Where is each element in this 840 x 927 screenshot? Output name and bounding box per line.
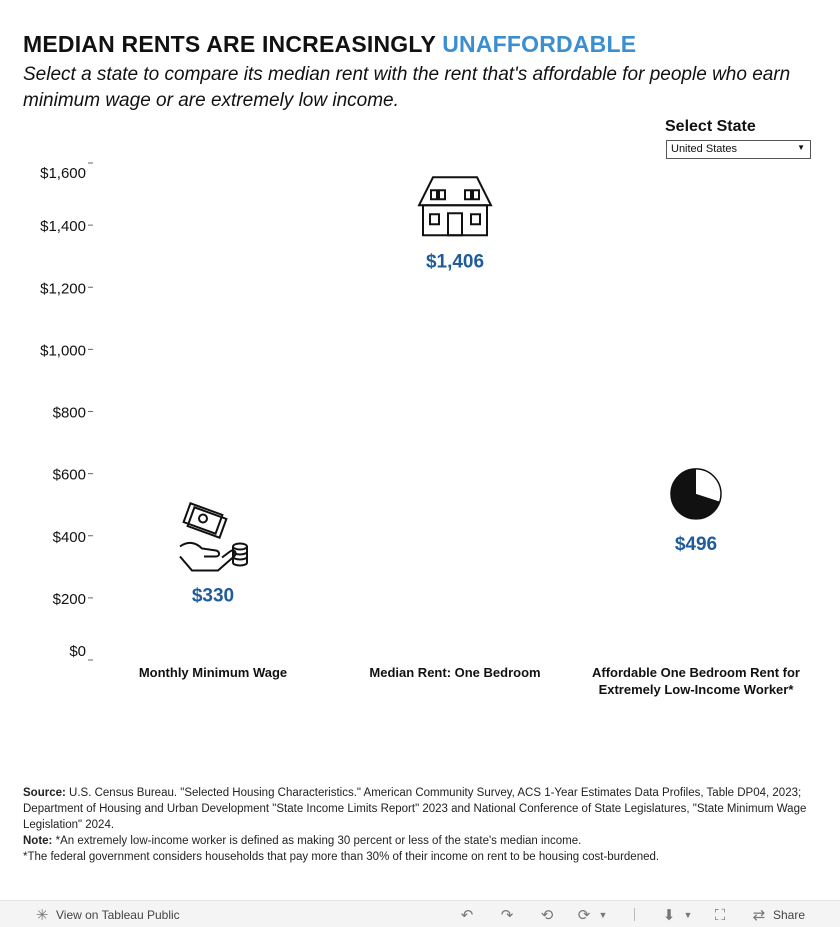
data-label: $330 [191, 585, 235, 607]
undo-icon: ↶ [460, 907, 474, 924]
footer-divider [634, 908, 635, 921]
chevron-down-icon: ▼ [683, 910, 693, 920]
chevron-down-icon: ▼ [598, 910, 608, 920]
y-tick-label: $1,400 [40, 218, 86, 236]
hand-money-icon [180, 503, 247, 570]
revert-button[interactable] [538, 907, 556, 923]
view-on-tableau-label: View on Tableau Public [56, 908, 180, 922]
download-icon: ⬇ [662, 907, 676, 924]
refresh-button[interactable] [575, 907, 608, 923]
note-label: Note: [23, 835, 53, 847]
chart-area [0, 150, 840, 710]
source-notes [23, 785, 823, 865]
data-label: $1,406 [425, 251, 485, 273]
note-text-2: *The federal government considers households that pay more than 30% of their income on rent to be housing cost-burdened. [23, 851, 660, 863]
tableau-logo-icon: ✳ [35, 907, 49, 924]
note-text: *An extremely low-income worker is defined as making 30 percent or less of the state's median income. [55, 835, 582, 847]
fullscreen-button[interactable] [711, 907, 729, 923]
y-tick-label: $400 [52, 528, 86, 546]
source-text: U.S. Census Bureau. "Selected Housing Characteristics." American Community Survey, ACS 1-Year Estimates Data Profiles, Table DP04, 2023; Department of Housing and Urban Development "State Income Limits Report" 2023 and National Conference of State Legislatures, "State Minimum Wage Legislation" 2024. [23, 787, 807, 831]
y-tick-label: $200 [52, 590, 86, 608]
share-button[interactable] [750, 907, 805, 923]
chevron-down-icon: ▼ [797, 143, 805, 152]
download-button[interactable] [660, 907, 693, 923]
x-category-label: Affordable One Bedroom Rent for Extremely Low-Income Worker* [591, 665, 801, 697]
y-tick-label: $800 [52, 404, 86, 422]
redo-icon: ↷ [500, 907, 514, 924]
y-tick-label: $0 [69, 643, 86, 660]
title-main: MEDIAN RENTS ARE INCREASINGLY [23, 31, 436, 57]
y-tick-label: $1,600 [40, 165, 86, 182]
view-on-tableau-link[interactable] [33, 907, 180, 923]
fullscreen-icon: ⛶ [714, 906, 726, 924]
source-label: Source: [23, 787, 66, 799]
title-accent: UNAFFORDABLE [442, 31, 637, 57]
chart-subtitle: Select a state to compare its median rent with the rent that's affordable for people who earn minimum wage or are extremely low income. [23, 64, 791, 111]
x-category-label: Monthly Minimum Wage [138, 665, 288, 680]
house-icon [419, 177, 491, 235]
y-tick-label: $1,000 [40, 342, 86, 360]
data-label: $496 [674, 533, 718, 555]
tableau-footer [0, 900, 840, 927]
state-filter-label: Select State [665, 118, 756, 135]
x-category-label: Median Rent: One Bedroom [369, 665, 541, 680]
refresh-icon: ⟳ [577, 907, 591, 924]
state-select-value: United States [671, 143, 738, 155]
share-icon: ⇄ [752, 907, 766, 924]
revert-icon: ⟲ [540, 907, 554, 924]
chart-title [23, 31, 636, 58]
y-tick-label: $600 [52, 466, 86, 484]
undo-button[interactable] [458, 907, 476, 923]
share-label: Share [773, 908, 806, 922]
redo-button[interactable] [498, 907, 516, 923]
y-tick-label: $1,200 [40, 280, 86, 298]
